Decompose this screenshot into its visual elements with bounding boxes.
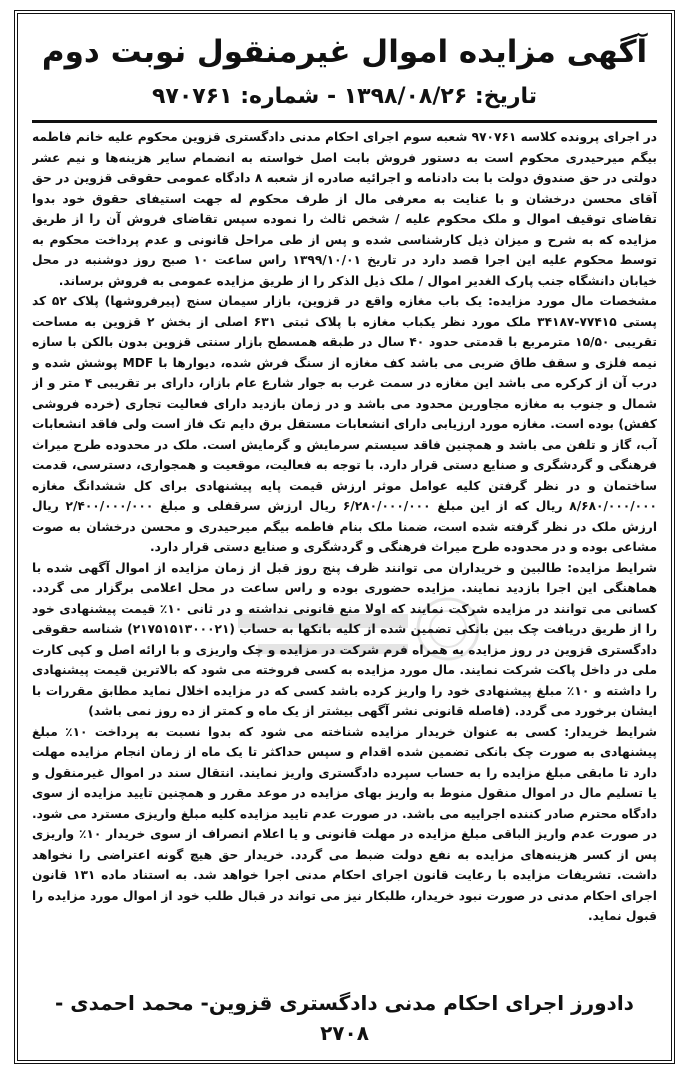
property-specs-heading: مشخصات مال مورد مزایده: bbox=[487, 294, 657, 308]
buyer-conditions-paragraph bbox=[32, 722, 657, 927]
notice-title: آگهی مزایده اموال غیرمنقول نوبت دوم bbox=[41, 34, 648, 70]
auction-conditions-text: طالبین و خریداران می توانند ظرف پنج روز قبل از زمان مزایده از اموال آگهی شده با هماهنگی این اجرا بازدید نمایند. مزایده حضوری بوده و راس ساعت در محل اعلامی برگزار می گردد. کسانی می توانند در مزایده شرکت نمایند که اولا منع قانونی نداشته و در ثانی ۱۰٪ قیمت پیشنهادی خود را از طریق دریافت چک بین بانکی تضمین شده از کلیه بانکها به حساب (۲۱۷۵۱۵۱۳۰۰۰۲۱) شناسه حقوقی دادگستری قزوین در روز مزایده به همراه فرم شرکت در مزایده و چک واریزی و با ارائه اصل و کپی کارت ملی در داخل پاکت شرکت نمایند. مال مورد مزایده به کسی فروخته می شود که بالاترین قیمت پیشنهادی را داشته و ۱۰٪ مبلغ پیشنهادی خود را واریز کرده باشد کسی که در مزایده اخلال نماید مطابق مقررات با ایشان برخورد می گردد. (فاصله قانونی نشر آگهی بیشتر از یک ماه و کمتر از ده روز نمی باشد) bbox=[32, 560, 657, 718]
signature-line: دادورز اجرای احکام مدنی دادگستری قزوین- محمد احمدی - ۲۷۰۸ bbox=[55, 991, 634, 1045]
buyer-conditions-text: کسی به عنوان خریدار مزایده شناخته می شود که بدوا نسبت به پرداخت ۱۰٪ مبلغ پیشنهادی به صورت چک بانکی تضمین شده اقدام و سپس حداکثر تا یک ماه از زمان انجام مزایده مهلت دارد تا مابقی مبلغ مزایده را به حساب سپرده دادگستری واریز نمایند. انتقال سند در اموال غیرمنقول و یا تسلیم مال در اموال منقول منوط به واریز بهای مزایده در موعد مقرر و همچنین تایید مزایده از سوی دادگاه محترم صادر کننده اجراییه می باشد. در صورت عدم تایید مزایده کلیه مبلغ واریزی مسترد می شود. در صورت عدم واریز الباقی مبلغ مزایده در مهلت قانونی و یا اعلام انصراف از سوی خریدار ۱۰٪ واریزی پس از کسر هزینه‌های مزایده به نفع دولت ضبط می گردد. خریدار حق هیچ گونه اعتراضی را نخواهد داشت. تشریفات مزایده با رعایت قانون اجرای احکام مدنی اجرا خواهد شد. به استناد ماده ۱۳۱ قانون اجرای احکام مدنی در صورت نبود خریدار، طلبکار نیز می تواند در قبال طلب خود از اموال مورد مزایده را قبول نماید. bbox=[32, 724, 657, 923]
auction-conditions-paragraph bbox=[32, 558, 657, 722]
notice-body bbox=[32, 127, 657, 982]
notice-date-number: تاریخ: ۱۳۹۸/۰۸/۲۶ - شماره: ۹۷۰۷۶۱ bbox=[151, 84, 538, 109]
property-specs-paragraph bbox=[32, 291, 657, 558]
intro-paragraph: در اجرای پرونده کلاسه ۹۷۰۷۶۱ شعبه سوم اجرای احکام مدنی دادگستری قزوین محکوم علیه خانم فاطمه بیگم میرحیدری محکوم است به دستور فروش بابت اصل خواسته به انضمام سایر هزینه‌ها و نیم عشر دولتی در حق صندوق دولت با بت دادنامه و اجرائیه صادره از شعبه ۸ دادگاه عمومی حقوقی قزوین در حق آقای محسن درخشان و با عنایت به معرفی مال از طرف محکوم له جهت استیفای حقوق خود بدوا تقاضای توقیف اموال و ملک محکوم علیه / شخص ثالث را نموده سپس تقاضای فروش آن را از طریق مزایده که به شرح و میزان ذیل کارشناسی شده و پس از طی مراحل قانونی و عدم پرداخت محکوم به توسط محکوم علیه این اجرا قصد دارد در تاریخ ۱۳۹۹/۱۰/۰۱ راس ساعت ۱۰ صبح روز دوشنبه در محل خیابان دانشگاه جنب پارک الغدیر اموال / ملک ذیل الذکر را از طریق مزایده عمومی به فروش برساند. bbox=[32, 130, 657, 288]
notice-frame bbox=[14, 10, 675, 1064]
auction-conditions-heading: شرایط مزایده: bbox=[567, 560, 657, 575]
property-specs-text: یک باب مغازه واقع در قزوین، بازار سیمان سنج (پیرفروشها) پلاک ۵۲ کد پستی ۷۷۴۱۵-۳۴۱۸۷ ملک مورد نظر یکباب مغازه با پلاک ثبتی ۶۳۱ اصلی از بخش ۲ قزوین به مساحت تقریبی ۱۵/۵۰ مترمربع با قدمتی حدود ۴۰ سال در طبقه همسطح بازار سنتی قزوین بدون بالکن با سازه نیمه فلزی و سقف طاق ضربی می باشد کف مغازه از سنگ فرش شده، دیوارها با MDF پوشش شده و درب آن از کرکره می باشد این مغازه در سمت غرب به جوار شارع عام بازار، دارای بر تقریبی ۴ متر و از شمال و جنوب به مغازه مجاورین محدود می باشد و در زمان بازدید دارای فعالیت تجاری (خرده فروشی کفش) بوده است. مغازه مورد ارزیابی دارای انشعابات مستقل برق دایم تک فاز است ولی فاقد انشعابات آب، گاز و تلفن می باشد و همچنین فاقد سیستم سرمایش و گرمایش است. ملک در محدوده طرح میراث فرهنگی و گردشگری و صنایع دستی قرار دارد. با توجه به فعالیت، موقعیت و همجواری، دسترسی، قدمت ساختمان و در نظر گرفتن کلیه عوامل موثر ارزش قیمت پایه پیشنهادی برای کل ششدانگ مغازه ۸/۶۸۰/۰۰۰/۰۰۰ ریال که از این مبلغ ۶/۲۸۰/۰۰۰/۰۰۰ ریال ارزش سرقفلی و مبلغ ۲/۴۰۰/۰۰۰/۰۰۰ ریال ارزش ملک در نظر گرفته شده است، ضمنا ملک بنام فاطمه بیگم میرحیدری و محسن درخشان به صوت مشاعی بوده و در محدوده طرح میراث فرهنگی و گردشگری و صنایع دستی قرار دارد. bbox=[32, 294, 657, 554]
buyer-conditions-heading: شرایط خریدار: bbox=[564, 724, 657, 739]
header-divider bbox=[32, 120, 657, 123]
